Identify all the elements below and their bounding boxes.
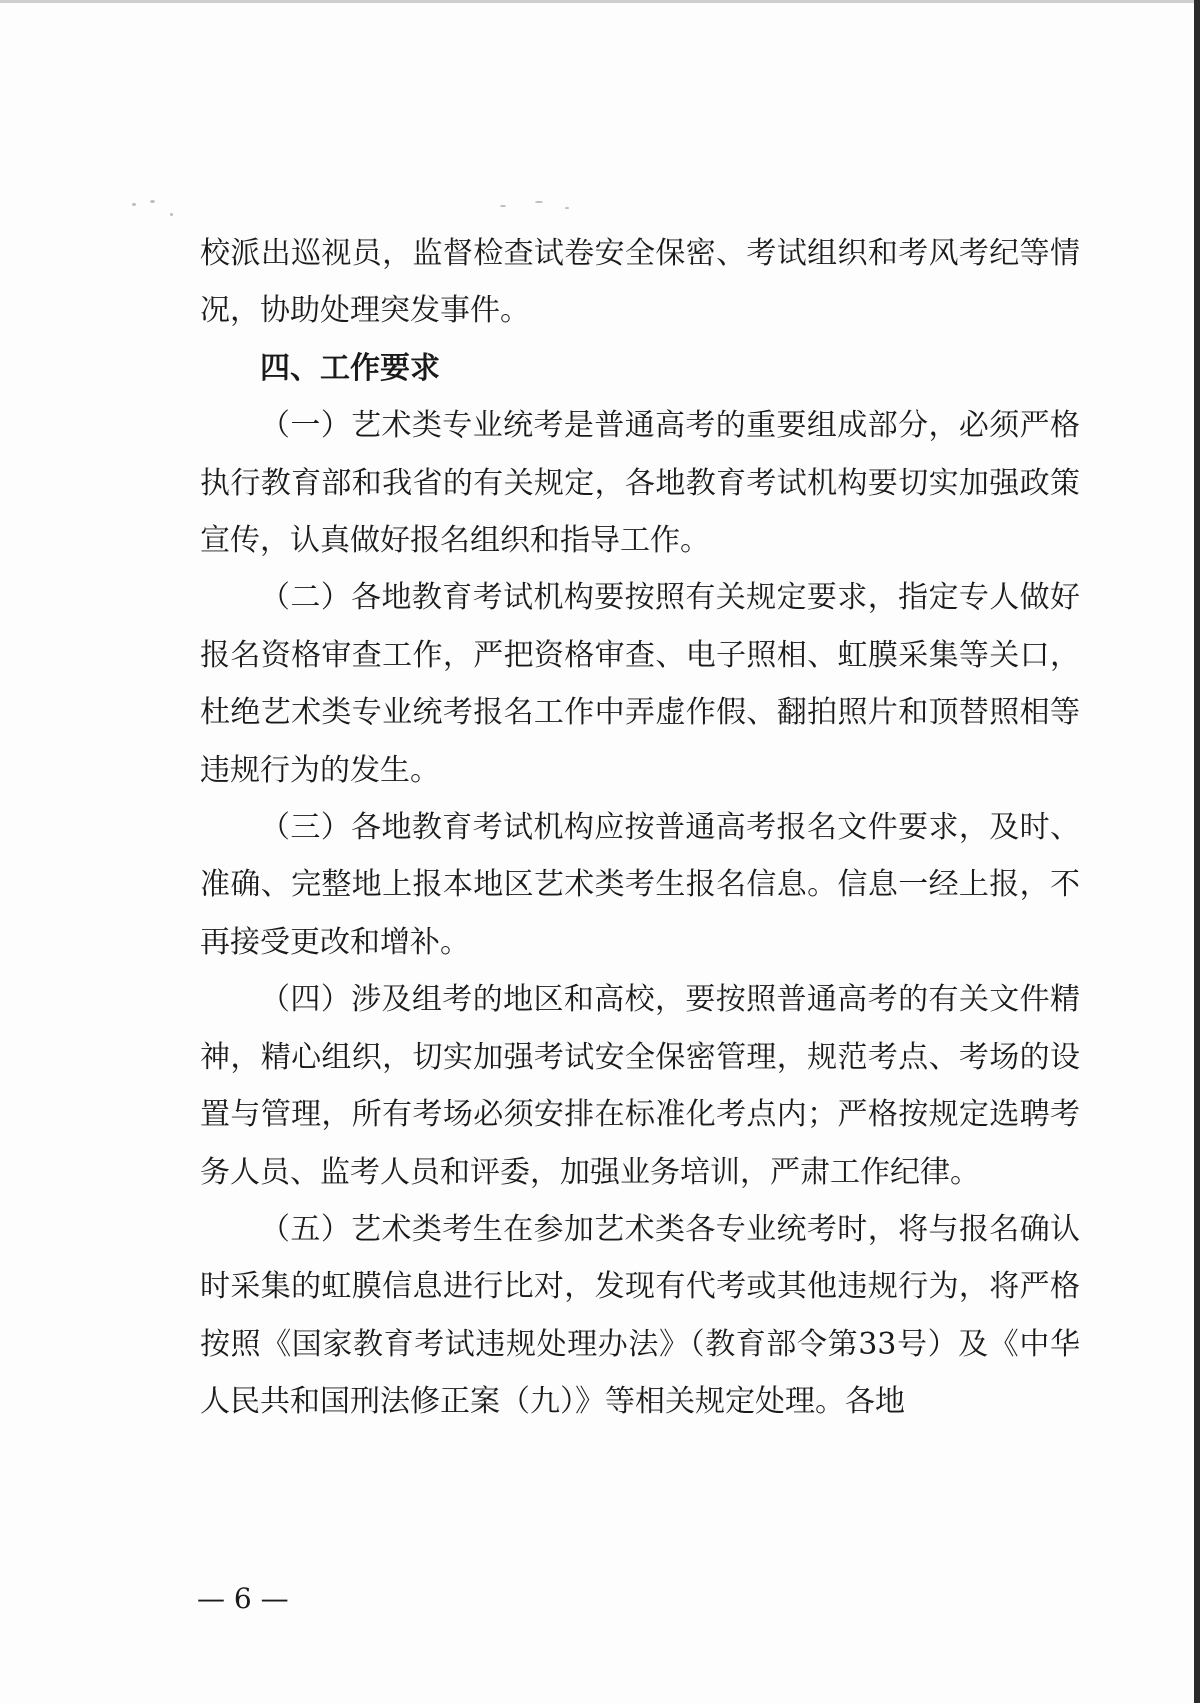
scan-speck: [150, 200, 155, 203]
paragraph-requirement-5: （五）艺术类考生在参加艺术类各专业统考时，将与报名确认时采集的虹膜信息进行比对，发现有代考或其他违规行为，将严格按照《国家教育考试违规处理办法》（教育部令第33号）及《中华人民共和国刑法修正案（九）》等相关规定处理。各地: [200, 1211, 1080, 1420]
scan-speck: [565, 207, 569, 209]
paragraph-requirement-2: （二）各地教育考试机构要按照有关规定要求，指定专人做好报名资格审查工作，严把资格审查、电子照相、虹膜采集等关口，杜绝艺术类专业统考报名工作中弄虚作假、翻拍照片和顶替照相等违规行为的发生。: [200, 580, 1080, 788]
scan-speck: [170, 213, 173, 216]
scan-speck: [132, 203, 136, 206]
paragraph-requirement-3: （三）各地教育考试机构应按普通高考报名文件要求，及时、准确、完整地上报本地区艺术类考生报名信息。信息一经上报，不再接受更改和增补。: [200, 810, 1080, 960]
paragraph-continued: 校派出巡视员，监督检查试卷安全保密、考试组织和考风考纪等情况，协助处理突发事件。: [200, 236, 1080, 329]
section-heading: 四、工作要求: [260, 350, 440, 386]
paragraph-requirement-1: （一）艺术类专业统考是普通高考的重要组成部分，必须严格执行教育部和我省的有关规定，各地教育考试机构要切实加强政策宣传，认真做好报名组织和指导工作。: [200, 408, 1080, 559]
scan-speck: [500, 205, 506, 207]
scan-top-edge: [0, 0, 1200, 3]
body-text: [200, 225, 1080, 1431]
scan-speck: [535, 201, 543, 203]
page-number: — 6 —: [197, 1582, 289, 1615]
paragraph-requirement-4: （四）涉及组考的地区和高校，要按照普通高考的有关文件精神，精心组织，切实加强考试安全保密管理，规范考点、考场的设置与管理，所有考场必须安排在标准化考点内；严格按规定选聘考务人员、监考人员和评委，加强业务培训，严肃工作纪律。: [200, 982, 1080, 1190]
scan-right-edge: [1194, 0, 1200, 1703]
